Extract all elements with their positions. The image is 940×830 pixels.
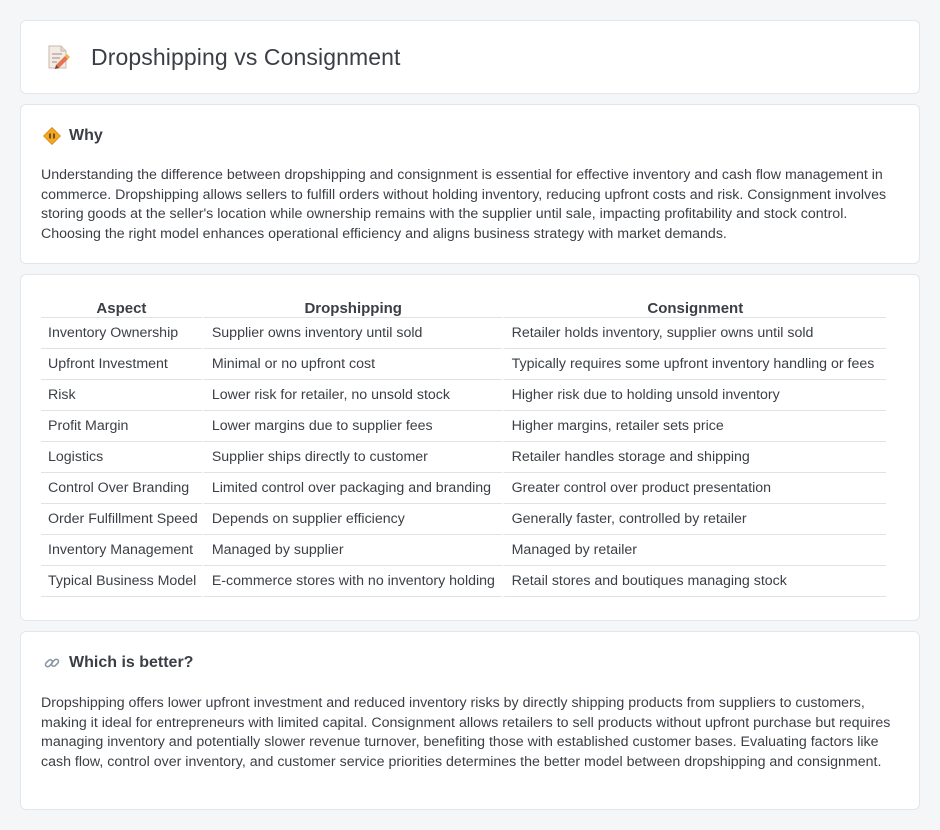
table-row (41, 318, 886, 349)
aspect-cell: Logistics (41, 442, 202, 473)
consignment-cell: Greater control over product presentation (502, 473, 886, 504)
table-row (41, 566, 886, 597)
dropshipping-cell: Limited control over packaging and branding (202, 473, 502, 504)
table-row (41, 411, 886, 442)
consignment-cell: Typically requires some upfront inventory handling or fees (502, 349, 886, 380)
why-heading (43, 127, 103, 145)
document-pencil-icon (45, 43, 71, 71)
comparison-table (41, 297, 886, 597)
header-dropshipping: Dropshipping (202, 297, 502, 318)
dropshipping-cell: Lower margins due to supplier fees (202, 411, 502, 442)
header-aspect: Aspect (41, 297, 202, 318)
link-icon (43, 654, 61, 672)
table-row (41, 535, 886, 566)
why-title: Why (69, 127, 103, 144)
better-title: Which is better? (69, 654, 194, 671)
table-row (41, 504, 886, 535)
aspect-cell: Order Fulfillment Speed (41, 504, 202, 535)
dropshipping-cell: Supplier owns inventory until sold (202, 318, 502, 349)
dropshipping-cell: Managed by supplier (202, 535, 502, 566)
dropshipping-cell: Minimal or no upfront cost (202, 349, 502, 380)
why-card (20, 104, 920, 264)
consignment-cell: Higher margins, retailer sets price (502, 411, 886, 442)
aspect-cell: Risk (41, 380, 202, 411)
table-row (41, 442, 886, 473)
dropshipping-cell: Depends on supplier efficiency (202, 504, 502, 535)
title-card (20, 20, 920, 94)
dropshipping-cell: Lower risk for retailer, no unsold stock (202, 380, 502, 411)
table-row (41, 473, 886, 504)
table-row (41, 380, 886, 411)
consignment-cell: Retailer holds inventory, supplier owns until sold (502, 318, 886, 349)
aspect-cell: Inventory Management (41, 535, 202, 566)
diamond-sign-icon (43, 127, 61, 145)
why-text: Understanding the difference between dropshipping and consignment is essential for effective inventory and cash flow management in commerce. Dropshipping allows sellers to fulfill orders without holding inventory, reducing upfront costs and risk. Consignment involves storing goods at the seller's location while ownership remains with the supplier until sale, impacting profitability and stock control. Choosing the right model enhances operational efficiency and aligns business strategy with market demands. (41, 167, 887, 242)
table-row (41, 349, 886, 380)
header-consignment: Consignment (502, 297, 886, 318)
aspect-cell: Control Over Branding (41, 473, 202, 504)
page-title: Dropshipping vs Consignment (91, 43, 401, 70)
title-row (45, 43, 401, 71)
consignment-cell: Higher risk due to holding unsold inventory (502, 380, 886, 411)
consignment-cell: Generally faster, controlled by retailer (502, 504, 886, 535)
aspect-cell: Inventory Ownership (41, 318, 202, 349)
dropshipping-cell: E-commerce stores with no inventory holding (202, 566, 502, 597)
which-better-card (20, 631, 920, 810)
consignment-cell: Managed by retailer (502, 535, 886, 566)
dropshipping-cell: Supplier ships directly to customer (202, 442, 502, 473)
better-heading (43, 654, 193, 672)
aspect-cell: Upfront Investment (41, 349, 202, 380)
aspect-cell: Profit Margin (41, 411, 202, 442)
better-text: Dropshipping offers lower upfront investment and reduced inventory risks by directly shipping products from suppliers to customers, making it ideal for entrepreneurs with limited capital. Consignment allows retailers to sell products without upfront purchase but requires managing inventory and potentially slower revenue turnover, benefiting those with established customer bases. Evaluating factors like cash flow, control over inventory, and customer service priorities determines the better model between dropshipping and consignment. (41, 695, 891, 770)
table-header-row (41, 297, 886, 318)
consignment-cell: Retail stores and boutiques managing stock (502, 566, 886, 597)
aspect-cell: Typical Business Model (41, 566, 202, 597)
consignment-cell: Retailer handles storage and shipping (502, 442, 886, 473)
comparison-card (20, 274, 920, 621)
